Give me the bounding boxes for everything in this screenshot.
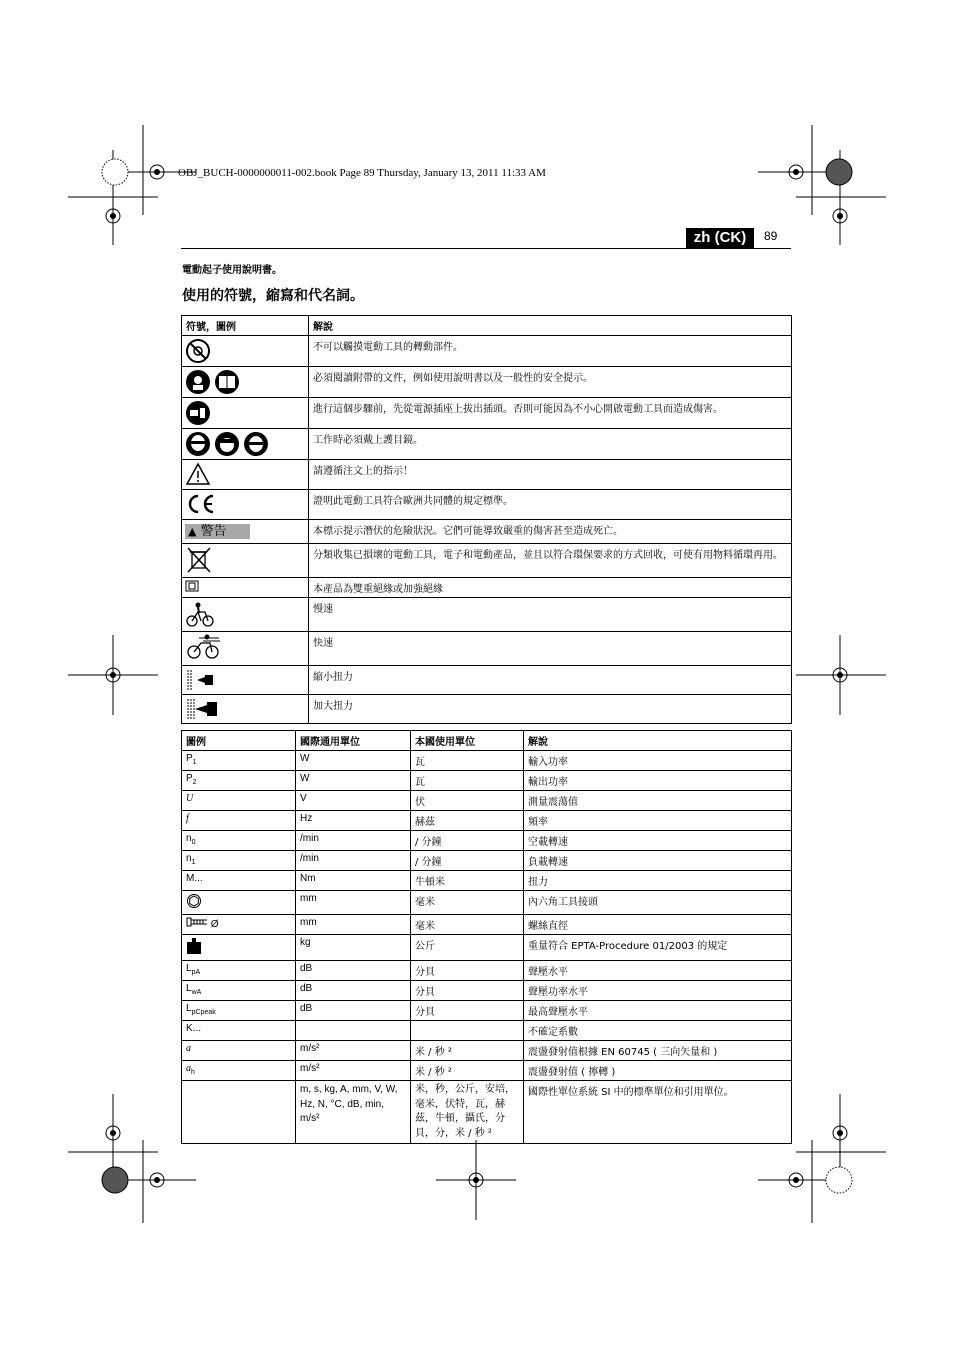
legend-cell [182, 935, 296, 961]
si-unit-cell [296, 1021, 411, 1041]
table-row [182, 695, 792, 724]
table-row [182, 935, 792, 961]
legend-cell: U [182, 791, 296, 811]
description-cell: 加大扭力 [309, 695, 792, 724]
table-row [182, 429, 792, 460]
si-unit-cell: m/s² [296, 1061, 411, 1081]
symbol-subscript: pCpeak [191, 1009, 216, 1016]
legend-cell [182, 891, 296, 915]
si-unit-cell: /min [296, 831, 411, 851]
symbol-cell [182, 666, 309, 695]
si-unit-cell: dB [296, 1001, 411, 1021]
table-row [182, 490, 792, 520]
symbol-text: P [186, 773, 193, 784]
read-manual-icon [185, 369, 241, 395]
local-unit-cell: 瓦 [411, 751, 524, 771]
si-unit-cell: m, s, kg, A, mm, V, W, Hz, N, °C, dB, min, m/s² [296, 1081, 411, 1144]
section-heading: 使用的符號，縮寫和代名詞。 [182, 288, 364, 304]
local-unit-cell: 米，秒，公斤，安培，毫米，伏特，瓦，赫茲，牛頓，攝氏，分貝，分，米 / 秒 ² [411, 1081, 524, 1144]
description-cell: 本產品為雙重絕緣或加強絕緣 [309, 578, 792, 598]
legend-cell [182, 831, 296, 851]
symbol-text: L [186, 1003, 192, 1014]
symbol-subscript: 1 [192, 759, 197, 766]
symbol-subscript: 1 [191, 859, 196, 866]
symbol-subscript: pA [191, 969, 201, 976]
low-torque-icon [185, 668, 217, 692]
legend-cell [182, 915, 296, 935]
symbol-subscript: wA [191, 989, 202, 996]
description-cell: 頻率 [524, 811, 792, 831]
si-unit-cell: /min [296, 851, 411, 871]
description-cell: 負載轉速 [524, 851, 792, 871]
table-row [182, 791, 792, 811]
description-cell: 內六角工具接頭 [524, 891, 792, 915]
local-unit-cell: / 分鐘 [411, 831, 524, 851]
description-cell: 快速 [309, 632, 792, 666]
symbols-table [181, 315, 792, 724]
table-row [182, 771, 792, 791]
warning-triangle-icon [185, 462, 211, 486]
symbol-text: L [186, 963, 192, 974]
table-row [182, 1041, 792, 1061]
local-unit-cell: 米 / 秒 ² [411, 1061, 524, 1081]
units-table [181, 730, 792, 1144]
description-cell: 慢速 [309, 598, 792, 632]
description-cell: 分類收集已損壞的電動工具，電子和電動產品，並且以符合環保要求的方式回收，可使有用物料循環再用。 [309, 544, 792, 578]
description-cell: 震盪發射值 ( 擰轉 ) [524, 1061, 792, 1081]
legend-cell [182, 751, 296, 771]
symbol-subscript: h [191, 1069, 195, 1076]
warning-badge-icon [185, 524, 250, 539]
page-number: 89 [764, 229, 778, 243]
symbol-text: P [186, 753, 193, 764]
table-row [182, 666, 792, 695]
si-unit-cell: mm [296, 891, 411, 915]
symbols-header-row [182, 316, 792, 336]
si-unit-cell: Hz [296, 811, 411, 831]
symbol-subscript: 2 [192, 779, 197, 786]
symbol-cell [182, 520, 309, 544]
description-cell: 國際性單位系統 SI 中的標準單位和引用單位。 [524, 1081, 792, 1144]
language-badge: zh (CK) [686, 228, 754, 248]
protective-gear-icon [185, 431, 269, 457]
slow-speed-icon [185, 600, 215, 628]
table-row [182, 632, 792, 666]
description-cell: 聲壓水平 [524, 961, 792, 981]
table-row [182, 851, 792, 871]
description-cell: 必須閱讀附帶的文件，例如使用說明書以及一般性的安全提示。 [309, 367, 792, 398]
table-row [182, 751, 792, 771]
subtitle: 電動起子使用說明書。 [182, 265, 282, 276]
description-cell: 輸入功率 [524, 751, 792, 771]
symbol-subscript: 0 [191, 839, 196, 846]
table-row [182, 915, 792, 935]
units-header-row [182, 731, 792, 751]
table-row [182, 520, 792, 544]
description-cell: 輸出功率 [524, 771, 792, 791]
local-unit-cell: 公斤 [411, 935, 524, 961]
table-row [182, 891, 792, 915]
symbol-cell [182, 632, 309, 666]
table-row [182, 398, 792, 429]
description-cell: 聲壓功率水平 [524, 981, 792, 1001]
si-unit-cell: W [296, 751, 411, 771]
table-row [182, 981, 792, 1001]
table-row [182, 544, 792, 578]
description-cell: 震盪發射值根據 EN 60745 ( 三向矢量和 ) [524, 1041, 792, 1061]
table-row [182, 831, 792, 851]
local-unit-cell: 米 / 秒 ² [411, 1041, 524, 1061]
local-unit-cell [411, 1021, 524, 1041]
description-cell: 螺絲直徑 [524, 915, 792, 935]
local-unit-cell: 分貝 [411, 1001, 524, 1021]
symbol-text: a [186, 1063, 191, 1074]
local-unit-cell: / 分鐘 [411, 851, 524, 871]
description-cell: 證明此電動工具符合歐洲共同體的規定標準。 [309, 490, 792, 520]
legend-cell [182, 981, 296, 1001]
si-unit-cell: dB [296, 981, 411, 1001]
description-cell: 請遵循注文上的指示！ [309, 460, 792, 490]
local-unit-cell: 伏 [411, 791, 524, 811]
symbol-cell [182, 398, 309, 429]
description-cell: 測量震蕩值 [524, 791, 792, 811]
table-row [182, 1001, 792, 1021]
header-rule [181, 248, 791, 249]
symbol-cell [182, 460, 309, 490]
legend-cell: a [182, 1041, 296, 1061]
col-header-description: 解說 [524, 731, 792, 751]
symbol-cell [182, 336, 309, 367]
symbol-cell [182, 429, 309, 460]
legend-cell [182, 851, 296, 871]
local-unit-cell: 毫米 [411, 891, 524, 915]
double-insulation-icon [185, 580, 199, 592]
col-header-legend: 圖例 [182, 731, 296, 751]
description-cell: 扭力 [524, 871, 792, 891]
local-unit-cell: 分貝 [411, 961, 524, 981]
legend-cell: f [182, 811, 296, 831]
symbol-cell [182, 490, 309, 520]
table-row [182, 460, 792, 490]
table-row [182, 961, 792, 981]
symbol-cell [182, 544, 309, 578]
description-cell: 不可以觸摸電動工具的轉動部件。 [309, 336, 792, 367]
legend-cell: M... [182, 871, 296, 891]
description-cell: 進行這個步驟前，先從電源插座上拔出插頭。否則可能因為不小心開啟電動工具而造成傷害。 [309, 398, 792, 429]
col-header-description: 解說 [309, 316, 792, 336]
description-cell: 最高聲壓水平 [524, 1001, 792, 1021]
si-unit-cell: mm [296, 915, 411, 935]
table-row [182, 871, 792, 891]
description-cell: 重量符合 EPTA-Procedure 01/2003 的規定 [524, 935, 792, 961]
local-unit-cell: 分貝 [411, 981, 524, 1001]
symbol-text: L [186, 983, 192, 994]
file-info-line: OBJ_BUCH-0000000011-002.book Page 89 Thursday, January 13, 2011 11:33 AM [178, 167, 546, 179]
local-unit-cell: 赫茲 [411, 811, 524, 831]
si-unit-cell: kg [296, 935, 411, 961]
legend-cell [182, 1061, 296, 1081]
col-header-si-unit: 國際通用單位 [296, 731, 411, 751]
symbol-cell [182, 578, 309, 598]
legend-cell [182, 771, 296, 791]
high-torque-icon [185, 697, 221, 721]
si-unit-cell: dB [296, 961, 411, 981]
legend-cell [182, 1001, 296, 1021]
symbol-text: n [186, 833, 192, 844]
col-header-local-unit: 本國使用單位 [411, 731, 524, 751]
weight-icon [186, 937, 202, 955]
local-unit-cell: 毫米 [411, 915, 524, 935]
legend-cell [182, 961, 296, 981]
local-unit-cell: 牛頓米 [411, 871, 524, 891]
table-row [182, 598, 792, 632]
symbol-text: n [186, 853, 192, 864]
warning-label: 警告 [200, 524, 227, 539]
screw-icon [186, 917, 208, 927]
si-unit-cell: Nm [296, 871, 411, 891]
table-row [182, 1081, 792, 1144]
hex-socket-icon [186, 893, 202, 909]
si-unit-cell: V [296, 791, 411, 811]
table-row [182, 811, 792, 831]
symbol-cell [182, 367, 309, 398]
unplug-icon [185, 400, 211, 426]
description-cell: 不確定系數 [524, 1021, 792, 1041]
legend-cell: K... [182, 1021, 296, 1041]
table-row [182, 1061, 792, 1081]
si-unit-cell: W [296, 771, 411, 791]
si-unit-cell: m/s² [296, 1041, 411, 1061]
table-row [182, 1021, 792, 1041]
description-cell: 空載轉速 [524, 831, 792, 851]
local-unit-cell: 瓦 [411, 771, 524, 791]
description-cell: 縮小扭力 [309, 666, 792, 695]
diameter-symbol: Ø [210, 919, 219, 930]
table-row [182, 578, 792, 598]
no-touch-rotating-icon [185, 338, 211, 364]
description-cell: 本標示提示潛伏的危險狀況。它們可能導致嚴重的傷害甚至造成死亡。 [309, 520, 792, 544]
warning-triangle-icon: ▲ [188, 525, 197, 538]
description-cell: 工作時必須戴上護目鏡。 [309, 429, 792, 460]
col-header-symbol: 符號，圖例 [182, 316, 309, 336]
table-row [182, 367, 792, 398]
crossed-bin-icon [185, 546, 213, 574]
fast-speed-icon [185, 634, 221, 660]
symbol-cell [182, 695, 309, 724]
legend-cell [182, 1081, 296, 1144]
table-row [182, 336, 792, 367]
ce-mark-icon [185, 492, 217, 516]
symbol-cell [182, 598, 309, 632]
